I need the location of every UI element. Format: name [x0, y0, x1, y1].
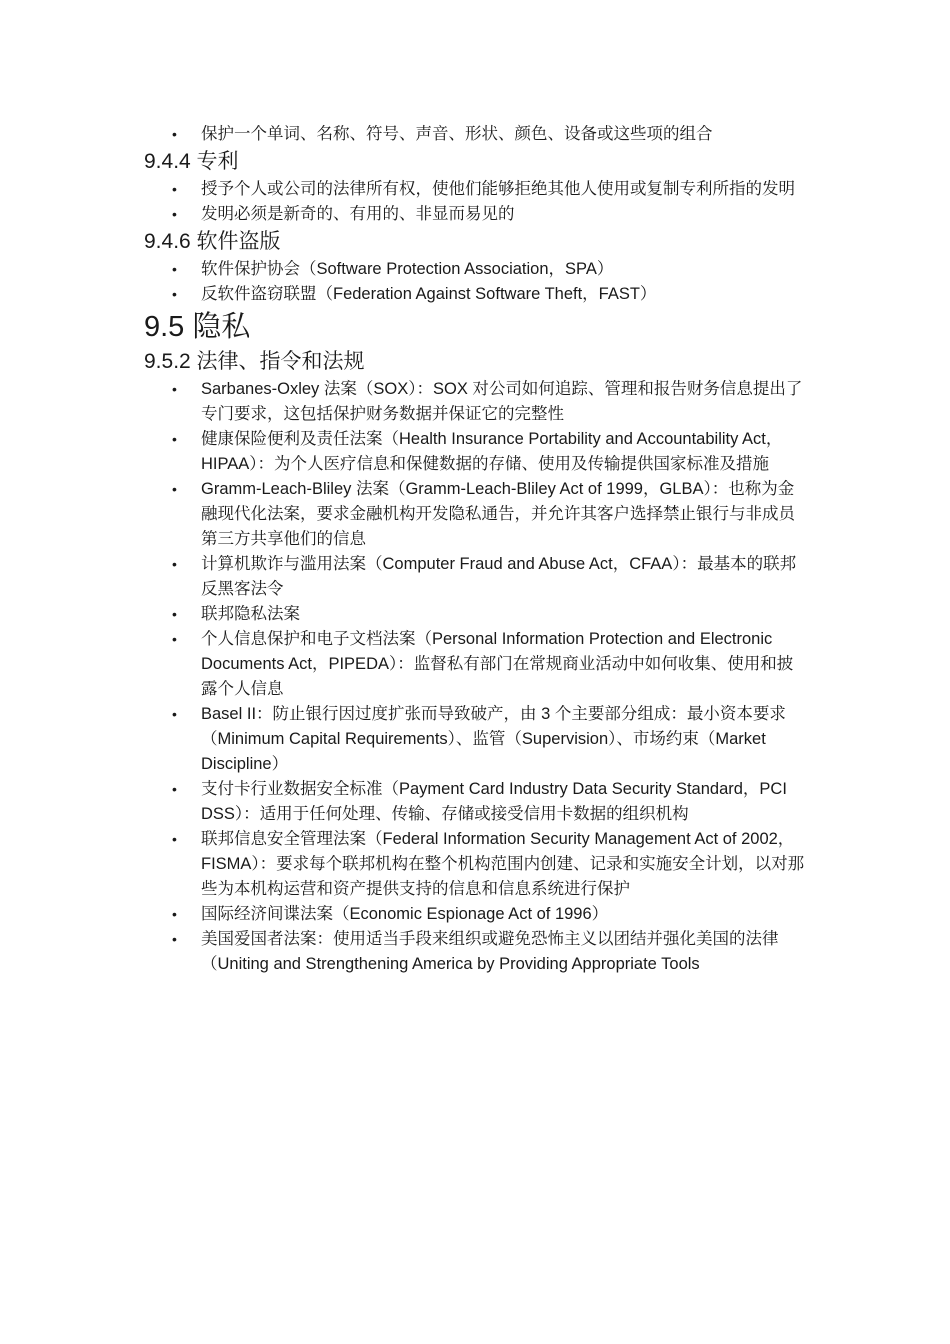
- bullet-icon: •: [172, 481, 177, 497]
- bullet-icon: •: [172, 261, 177, 277]
- software-piracy-bullet-list: [144, 257, 809, 307]
- list-item: • 计算机欺诈与滥用法案（Computer Fraud and Abuse Act，CFAA）：最基本的联邦反黑客法令: [144, 552, 809, 602]
- patent-bullet-list: [144, 177, 809, 227]
- bullet-icon: •: [172, 556, 177, 572]
- list-item: • Gramm-Leach-Bliley 法案（Gramm-Leach-Bliley Act of 1999，GLBA）：也称为金融现代化法案，要求金融机构开发隐私通告，并允许其客户选择禁止银行与非成员第三方共享他们的信息: [144, 477, 809, 552]
- bullet-icon: •: [172, 286, 177, 302]
- bullet-icon: •: [172, 706, 177, 722]
- bullet-icon: •: [172, 206, 177, 222]
- bullet-icon: •: [172, 381, 177, 397]
- bullet-icon: •: [172, 431, 177, 447]
- bullet-icon: •: [172, 126, 177, 142]
- list-item: • 国际经济间谍法案（Economic Espionage Act of 1996）: [144, 902, 809, 927]
- list-item: • 健康保险便利及责任法案（Health Insurance Portability and Accountability Act，HIPAA）：为个人医疗信息和保健数据的存储、使用及传输提供国家标准及措施: [144, 427, 809, 477]
- list-item: • 发明必须是新奇的、有用的、非显而易见的: [144, 202, 809, 227]
- section-heading-patent: 9.4.4 专利: [144, 150, 239, 173]
- list-item: • 支付卡行业数据安全标准（Payment Card Industry Data Security Standard，PCI DSS）：适用于任何处理、传输、存储或接受信用卡数据的组织机构: [144, 777, 809, 827]
- trademark-bullet-list: [144, 122, 809, 147]
- bullet-icon: •: [172, 906, 177, 922]
- document-content: [144, 122, 809, 977]
- list-item: • 美国爱国者法案：使用适当手段来组织或避免恐怖主义以团结并强化美国的法律（Uniting and Strengthening America by Providing Appropriate Tools: [144, 927, 809, 977]
- section-heading-laws-regulations: 9.5.2 法律、指令和法规: [144, 350, 365, 373]
- bullet-icon: •: [172, 631, 177, 647]
- list-item: • 授予个人或公司的法律所有权，使他们能够拒绝其他人使用或复制专利所指的发明: [144, 177, 809, 202]
- bullet-icon: •: [172, 181, 177, 197]
- section-heading-privacy: 9.5 隐私: [144, 311, 251, 343]
- list-item: • 联邦信息安全管理法案（Federal Information Security Management Act of 2002，FISMA）：要求每个联邦机构在整个机构范围内创建、记录和实施安全计划，以对那些为本机构运营和资产提供支持的信息和信息系统进行保护: [144, 827, 809, 902]
- list-item: • 反软件盗窃联盟（Federation Against Software Theft，FAST）: [144, 282, 809, 307]
- list-item: • Sarbanes-Oxley 法案（SOX）：SOX 对公司如何追踪、管理和报告财务信息提出了专门要求，这包括保护财务数据并保证它的完整性: [144, 377, 809, 427]
- list-item: • 个人信息保护和电子文档法案（Personal Information Protection and Electronic Documents Act，PIPEDA）：监督私有部门在常规商业活动中如何收集、使用和披露个人信息: [144, 627, 809, 702]
- section-heading-software-piracy: 9.4.6 软件盗版: [144, 230, 281, 253]
- bullet-icon: •: [172, 831, 177, 847]
- list-item: • 联邦隐私法案: [144, 602, 809, 627]
- bullet-icon: •: [172, 606, 177, 622]
- list-item: • Basel II：防止银行因过度扩张而导致破产，由 3 个主要部分组成：最小资本要求（Minimum Capital Requirements）、监管（Supervision）、市场约束（Market Discipline）: [144, 702, 809, 777]
- laws-bullet-list: [144, 377, 809, 977]
- list-item: • 软件保护协会（Software Protection Association，SPA）: [144, 257, 809, 282]
- bullet-icon: •: [172, 931, 177, 947]
- bullet-icon: •: [172, 781, 177, 797]
- list-item: • 保护一个单词、名称、符号、声音、形状、颜色、设备或这些项的组合: [144, 122, 809, 147]
